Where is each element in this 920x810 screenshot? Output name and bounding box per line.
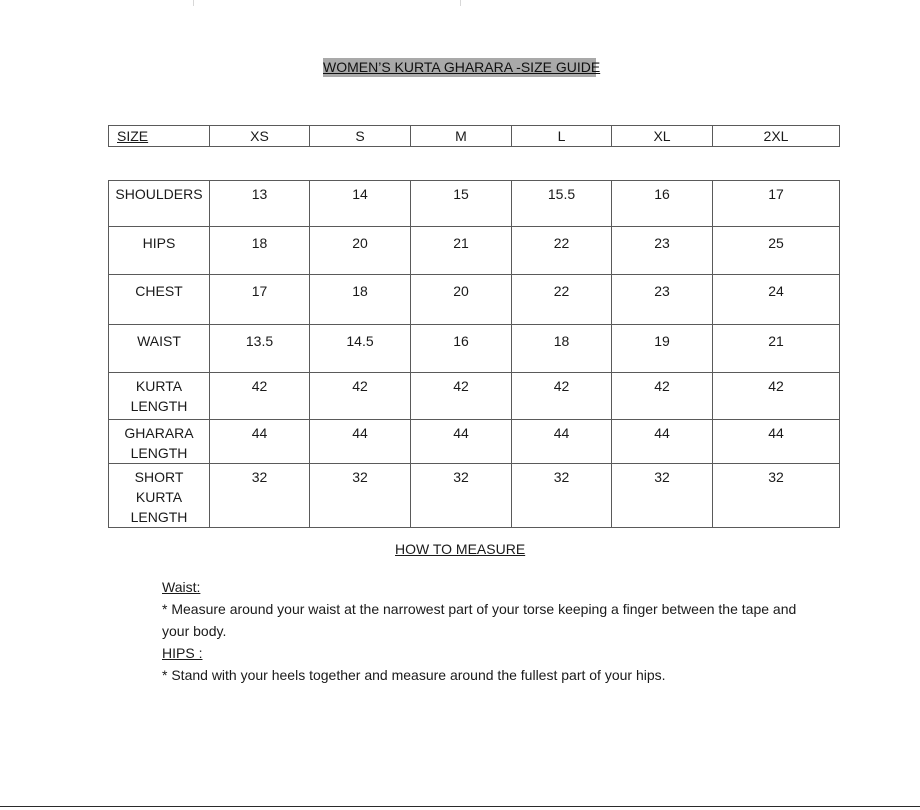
- measurement-row-short-kurta-length: [109, 464, 840, 528]
- value-cell: 15: [411, 181, 512, 227]
- value-cell: 44: [310, 420, 411, 464]
- measurement-row-gharara-length: [109, 420, 840, 464]
- hips-instruction: * Stand with your heels together and measure around the fullest part of your hips.: [162, 667, 666, 683]
- value-cell: 42: [512, 373, 612, 420]
- value-cell: 32: [210, 464, 310, 528]
- value-cell: 24: [713, 275, 840, 325]
- value-cell: 32: [713, 464, 840, 528]
- value-cell: 15.5: [512, 181, 612, 227]
- value-cell: 42: [612, 373, 713, 420]
- size-header-row: [109, 126, 840, 147]
- size-l: L: [512, 126, 612, 147]
- value-cell: 21: [713, 325, 840, 373]
- value-cell: 21: [411, 227, 512, 275]
- value-cell: 23: [612, 275, 713, 325]
- value-cell: 42: [411, 373, 512, 420]
- value-cell: 18: [210, 227, 310, 275]
- value-cell: 32: [310, 464, 411, 528]
- size-label: SIZE: [109, 126, 210, 147]
- measurement-row-hips: [109, 227, 840, 275]
- value-cell: 44: [713, 420, 840, 464]
- size-s: S: [310, 126, 411, 147]
- value-cell: 16: [612, 181, 713, 227]
- waist-instruction: * Measure around your waist at the narrowest part of your torse keeping a finger between the tape and your body.: [162, 601, 797, 639]
- row-label: CHEST: [109, 275, 210, 325]
- size-xl: XL: [612, 126, 713, 147]
- measurement-row-shoulders: [109, 181, 840, 227]
- value-cell: 18: [512, 325, 612, 373]
- row-label: SHOULDERS: [109, 181, 210, 227]
- size-header-table: [108, 125, 840, 147]
- row-label: SHORT KURTA LENGTH: [109, 464, 210, 528]
- value-cell: 44: [612, 420, 713, 464]
- value-cell: 42: [713, 373, 840, 420]
- how-to-measure-title: HOW TO MEASURE: [395, 541, 526, 557]
- page-title: WOMEN’S KURTA GHARARA -SIZE GUIDE: [323, 59, 601, 75]
- measurement-row-chest: [109, 275, 840, 325]
- size-m: M: [411, 126, 512, 147]
- value-cell: 44: [512, 420, 612, 464]
- how-to-measure-notes: [162, 576, 812, 686]
- value-cell: 42: [210, 373, 310, 420]
- top-edge-marks: [0, 0, 920, 8]
- row-label: WAIST: [109, 325, 210, 373]
- value-cell: 17: [210, 275, 310, 325]
- value-cell: 32: [512, 464, 612, 528]
- value-cell: 32: [612, 464, 713, 528]
- measurement-row-waist: [109, 325, 840, 373]
- value-cell: 19: [612, 325, 713, 373]
- value-cell: 13.5: [210, 325, 310, 373]
- value-cell: 20: [310, 227, 411, 275]
- waist-heading: Waist:: [162, 579, 201, 595]
- value-cell: 13: [210, 181, 310, 227]
- value-cell: 18: [310, 275, 411, 325]
- value-cell: 22: [512, 275, 612, 325]
- size-2xl: 2XL: [713, 126, 840, 147]
- value-cell: 14: [310, 181, 411, 227]
- bottom-divider: [0, 806, 920, 807]
- value-cell: 16: [411, 325, 512, 373]
- size-xs: XS: [210, 126, 310, 147]
- value-cell: 44: [210, 420, 310, 464]
- value-cell: 23: [612, 227, 713, 275]
- measurements-table: [108, 180, 840, 528]
- value-cell: 25: [713, 227, 840, 275]
- value-cell: 20: [411, 275, 512, 325]
- measurement-row-kurta-length: [109, 373, 840, 420]
- value-cell: 32: [411, 464, 512, 528]
- hips-heading: HIPS :: [162, 645, 203, 661]
- value-cell: 42: [310, 373, 411, 420]
- value-cell: 22: [512, 227, 612, 275]
- value-cell: 44: [411, 420, 512, 464]
- value-cell: 17: [713, 181, 840, 227]
- row-label: KURTA LENGTH: [109, 373, 210, 420]
- row-label: HIPS: [109, 227, 210, 275]
- value-cell: 14.5: [310, 325, 411, 373]
- row-label: GHARARA LENGTH: [109, 420, 210, 464]
